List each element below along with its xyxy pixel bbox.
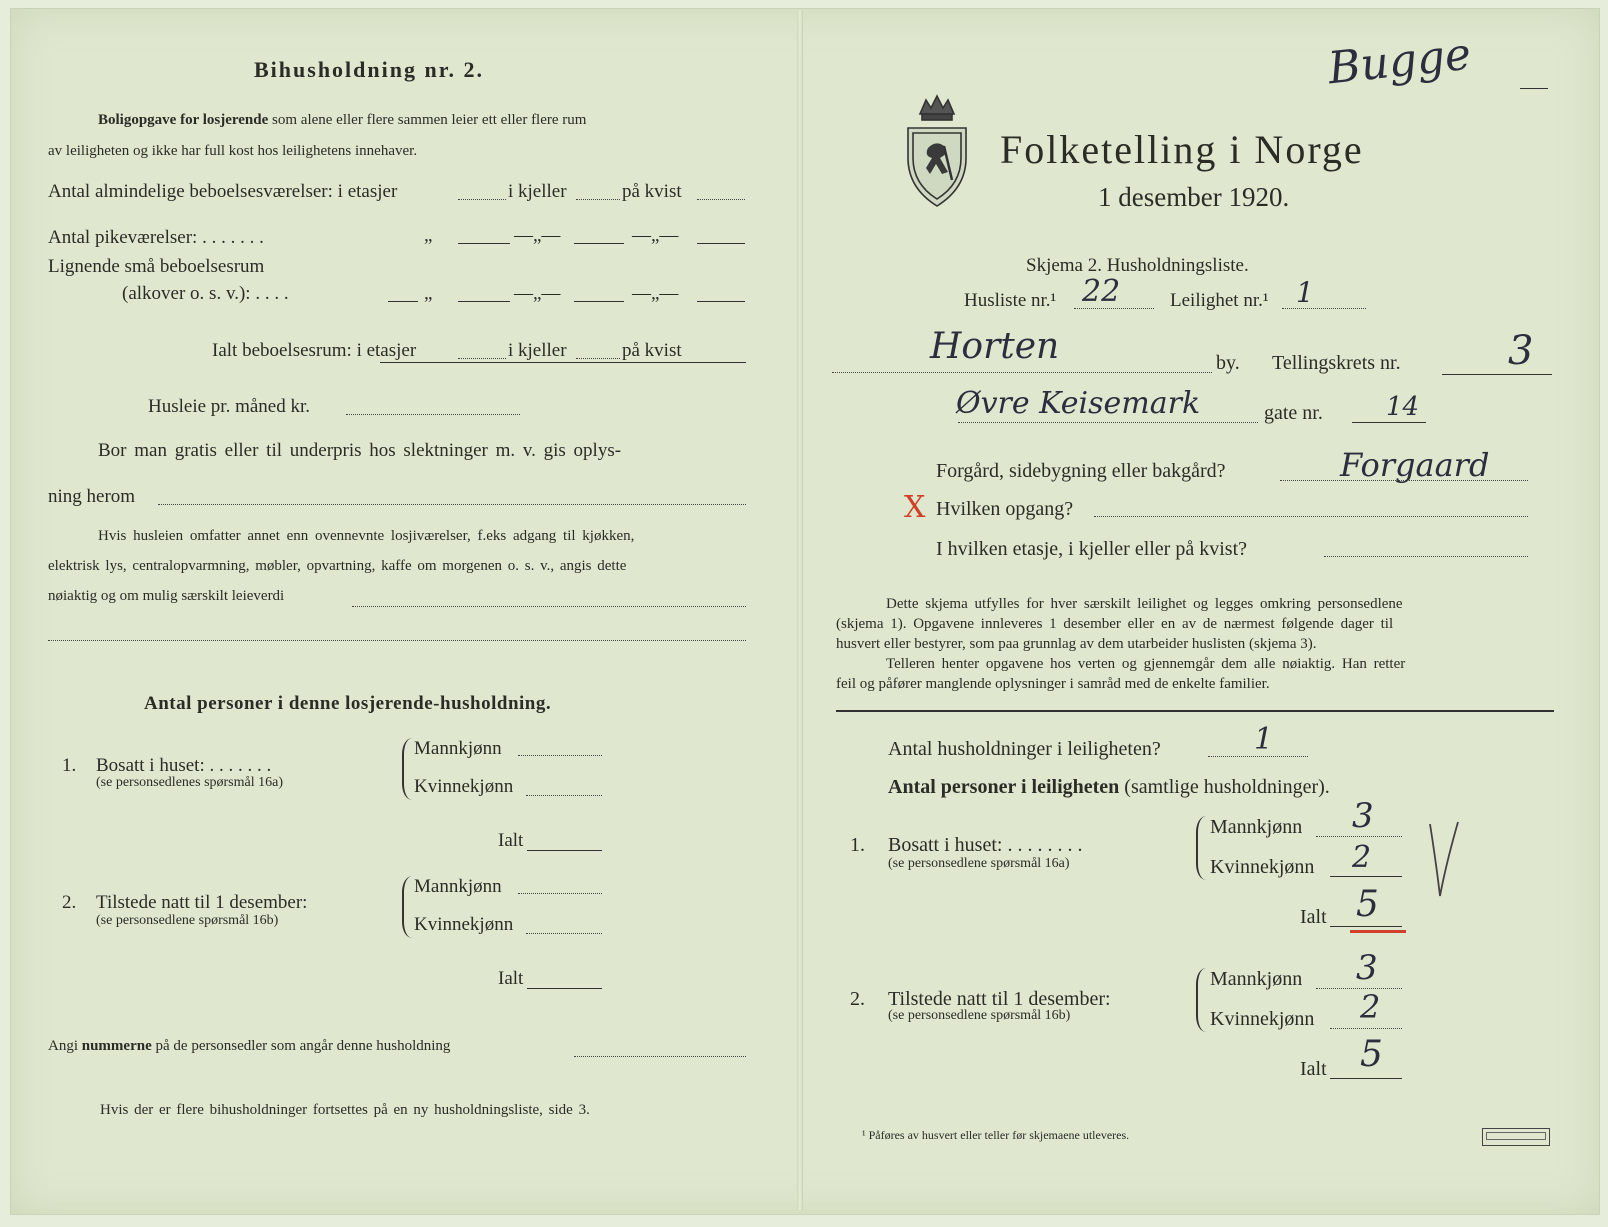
gate-label: gate nr. <box>1264 402 1323 424</box>
rent-note-1: Hvis husleien omfatter annet enn ovennevnte losjiværelser, f.eks adgang til kjøkken, <box>98 528 635 544</box>
pike-etasjer-field[interactable] <box>458 243 510 244</box>
instr-1: Dette skjema utfylles for hver særskilt leilighet og legges omkring personsedlene <box>886 596 1403 612</box>
left-q2-mann-label: Mannkjønn <box>414 876 502 897</box>
small-ditto-3: —„— <box>632 283 679 304</box>
right-persons-rest: (samtlige husholdninger). <box>1119 776 1330 798</box>
small-ditto-1: „ <box>424 283 433 304</box>
check-mark-icon <box>1426 818 1462 902</box>
intro-bold: Boligopgave for losjerende <box>98 112 269 128</box>
small-kvist-field[interactable] <box>697 301 745 302</box>
right-q1-mann-value[interactable]: 3 <box>1352 796 1374 836</box>
right-date: 1 desember 1920. <box>1098 182 1290 212</box>
pike-ditto-3: —„— <box>632 225 679 246</box>
right-q2-kvinne-label: Kvinnekjønn <box>1210 1008 1315 1030</box>
rent-note-field[interactable] <box>352 606 746 607</box>
street-field[interactable] <box>958 422 1258 423</box>
left-q2-sub: (se personsedlene spørsmål 16b) <box>96 913 279 928</box>
angi-field[interactable] <box>574 1056 746 1057</box>
right-q2-mann-label: Mannkjønn <box>1210 968 1303 990</box>
instr-4: Telleren henter opgavene hos verten og gjennemgår dem alle nøiaktig. Han retter <box>886 656 1406 672</box>
small-ditto-2: —„— <box>514 283 561 304</box>
corner-dash <box>1520 88 1548 89</box>
free-text-2: ning herom <box>48 486 136 507</box>
rooms-kjeller-label: i kjeller <box>508 181 567 202</box>
angi-pre: Angi <box>48 1038 82 1054</box>
hush-label: Antal husholdninger i leiligheten? <box>888 738 1161 760</box>
left-q2-label: Tilstede natt til 1 desember: <box>96 892 308 913</box>
rent-field[interactable] <box>346 414 520 415</box>
left-q1-mann-field[interactable] <box>518 755 602 756</box>
free-text-field[interactable] <box>158 504 746 505</box>
ialt-kvist-label: på kvist <box>622 340 682 361</box>
left-q2-kvinne-field[interactable] <box>526 933 602 934</box>
rooms-etasjer-field[interactable] <box>458 199 506 200</box>
right-q1-kvinne-value[interactable]: 2 <box>1352 840 1372 875</box>
left-q2-mann-field[interactable] <box>518 893 602 894</box>
pike-kjeller-field[interactable] <box>574 243 624 244</box>
rent-note-2: elektrisk lys, centralopvarmning, møbler, opvartning, kaffe om morgenen o. s. v., angis dette <box>48 558 627 574</box>
left-q2-ialt-label: Ialt <box>498 968 524 989</box>
small-rooms-line-1 <box>388 301 418 302</box>
right-persons-heading <box>888 776 1330 799</box>
right-q2-kvinne-field[interactable] <box>1330 1028 1402 1029</box>
right-q2-label: Tilstede natt til 1 desember: <box>888 988 1111 1010</box>
angi-bold: nummerne <box>81 1038 152 1054</box>
husliste-field[interactable] <box>1074 308 1154 309</box>
rooms-label: Antal almindelige beboelsesværelser: i etasjer <box>48 181 398 202</box>
right-q2-ialt-field[interactable] <box>1330 1078 1402 1079</box>
stamp-icon <box>1482 1128 1550 1146</box>
right-q2-kvinne-value[interactable]: 2 <box>1360 988 1381 1026</box>
city-value[interactable]: Horten <box>930 326 1060 367</box>
gate-value[interactable]: 14 <box>1386 392 1420 422</box>
small-rooms-label-2: (alkover o. s. v.): . . . . <box>122 283 289 304</box>
left-q1-ialt-field[interactable] <box>527 850 602 851</box>
ialt-rooms-label: Ialt beboelsesrum: i etasjer <box>212 340 417 361</box>
right-q1-mann-field[interactable] <box>1316 836 1402 837</box>
left-persons-heading: Antal personer i denne losjerende-husholdning. <box>144 693 552 714</box>
right-q1-ialt-label: Ialt <box>1300 906 1327 928</box>
small-etasjer-field[interactable] <box>458 301 510 302</box>
ialt-etasjer-field[interactable] <box>458 358 506 359</box>
pike-label: Antal pikeværelser: . . . . . . . <box>48 227 264 248</box>
forgaard-field[interactable] <box>1280 480 1528 481</box>
right-q2-ialt-label: Ialt <box>1300 1058 1327 1080</box>
street-value[interactable]: Øvre Keisemark <box>956 386 1201 421</box>
left-q2-kvinne-label: Kvinnekjønn <box>414 914 514 935</box>
left-footer: Hvis der er flere bihusholdninger fortsettes på en ny husholdningsliste, side 3. <box>100 1102 590 1118</box>
left-q1-mann-label: Mannkjønn <box>414 738 502 759</box>
rooms-kvist-label: på kvist <box>622 181 682 202</box>
rent-label: Husleie pr. måned kr. <box>148 396 310 417</box>
leilighet-label: Leilighet nr.¹ <box>1170 290 1269 311</box>
forgaard-value[interactable]: Forgaard <box>1340 446 1490 484</box>
hush-field[interactable] <box>1208 756 1308 757</box>
right-footnote: ¹ Påføres av husvert eller teller før skjemaene utleveres. <box>862 1128 1130 1142</box>
krets-field[interactable] <box>1442 374 1552 375</box>
right-q1-kvinne-field[interactable] <box>1330 876 1402 877</box>
right-q1-ialt-value[interactable]: 5 <box>1356 884 1379 925</box>
krets-label: Tellingskrets nr. <box>1272 352 1401 374</box>
right-q2-sub: (se personsedlene spørsmål 16b) <box>888 1008 1071 1023</box>
opgang-field[interactable] <box>1094 516 1528 517</box>
ialt-underline <box>380 362 746 363</box>
forgaard-label: Forgård, sidebygning eller bakgård? <box>936 460 1226 482</box>
right-q1-mann-label: Mannkjønn <box>1210 816 1303 838</box>
right-q2-mann-field[interactable] <box>1316 988 1402 989</box>
opgang-label: Hvilken opgang? <box>936 498 1074 520</box>
rent-note-3: nøiaktig og om mulig særskilt leieverdi <box>48 588 285 604</box>
small-kjeller-field[interactable] <box>574 301 624 302</box>
etasje-label: I hvilken etasje, i kjeller eller på kvist? <box>936 538 1247 560</box>
right-q1-label: Bosatt i huset: . . . . . . . . <box>888 834 1083 856</box>
leilighet-field[interactable] <box>1282 308 1366 309</box>
right-q1-ialt-redmark <box>1350 930 1406 933</box>
left-q1-sub: (se personsedlenes spørsmål 16a) <box>96 775 284 790</box>
left-title: Bihusholdning nr. 2. <box>254 57 484 82</box>
left-q1-kvinne-label: Kvinnekjønn <box>414 776 514 797</box>
intro-line-1 <box>98 112 586 129</box>
rent-note-field-2[interactable] <box>48 640 746 641</box>
etasje-field[interactable] <box>1324 556 1528 557</box>
rooms-kjeller-field[interactable] <box>576 199 620 200</box>
right-title: Folketelling i Norge <box>1000 127 1364 172</box>
pike-ditto-2: —„— <box>514 225 561 246</box>
husliste-label: Husliste nr.¹ <box>964 290 1057 311</box>
instr-5: feil og påfører manglende oplysninger i samråd med de enkelte familier. <box>836 676 1270 692</box>
right-divider <box>836 710 1554 712</box>
page-fold <box>797 10 803 1210</box>
city-field[interactable] <box>832 372 1212 373</box>
free-text-1: Bor man gratis eller til underpris hos slektninger m. v. gis oplys- <box>98 440 622 461</box>
right-persons-bold: Antal personer i leiligheten <box>888 776 1120 798</box>
right-q2-mann-value[interactable]: 3 <box>1356 948 1378 988</box>
right-q1-kvinne-label: Kvinnekjønn <box>1210 856 1315 878</box>
intro-line-2: av leiligheten og ikke har full kost hos leilighetens innehaver. <box>48 143 418 159</box>
opgang-mark: X <box>904 490 926 525</box>
husliste-value[interactable]: 22 <box>1082 274 1121 309</box>
hush-value[interactable]: 1 <box>1254 722 1274 757</box>
gate-field[interactable] <box>1352 422 1426 423</box>
left-q2-ialt-field[interactable] <box>527 988 602 989</box>
left-q1-num: 1. <box>62 755 77 776</box>
right-q2-num: 2. <box>850 988 865 1010</box>
right-q1-brace <box>1196 816 1210 880</box>
pike-kvist-field[interactable] <box>697 243 745 244</box>
angi-line <box>48 1038 450 1055</box>
right-q1-sub: (se personsedlene spørsmål 16a) <box>888 856 1070 871</box>
left-q1-ialt-label: Ialt <box>498 830 524 851</box>
rooms-kvist-field[interactable] <box>697 199 745 200</box>
coat-of-arms-icon <box>900 88 974 210</box>
right-q2-brace <box>1196 968 1210 1032</box>
right-q2-ialt-value[interactable]: 5 <box>1360 1034 1383 1075</box>
left-q2-num: 2. <box>62 892 77 913</box>
pike-ditto-1: „ <box>424 225 433 246</box>
corner-note: Bugge <box>1325 28 1474 95</box>
ialt-kjeller-label: i kjeller <box>508 340 567 361</box>
small-rooms-label-1: Lignende små beboelsesrum <box>48 256 265 277</box>
by-label: by. <box>1216 352 1240 374</box>
right-q1-ialt-field[interactable] <box>1330 926 1402 927</box>
leilighet-value[interactable]: 1 <box>1296 276 1314 309</box>
krets-value[interactable]: 3 <box>1508 328 1534 374</box>
instr-2: (skjema 1). Opgavene innleveres 1 desember eller en av de nærmest følgende dager til <box>836 616 1394 632</box>
schema-label: Skjema 2. Husholdningsliste. <box>1026 255 1249 276</box>
left-q1-kvinne-field[interactable] <box>526 795 602 796</box>
ialt-kjeller-field[interactable] <box>576 358 620 359</box>
right-q1-num: 1. <box>850 834 865 856</box>
left-q1-label: Bosatt i huset: . . . . . . . <box>96 755 272 776</box>
angi-rest: på de personsedler som angår denne husholdning <box>151 1038 451 1054</box>
intro-rest: som alene eller flere sammen leier ett eller flere rum <box>268 112 587 128</box>
instr-3: husvert eller bestyrer, som paa grunnlag av dem utarbeider huslisten (skjema 3). <box>836 636 1317 652</box>
